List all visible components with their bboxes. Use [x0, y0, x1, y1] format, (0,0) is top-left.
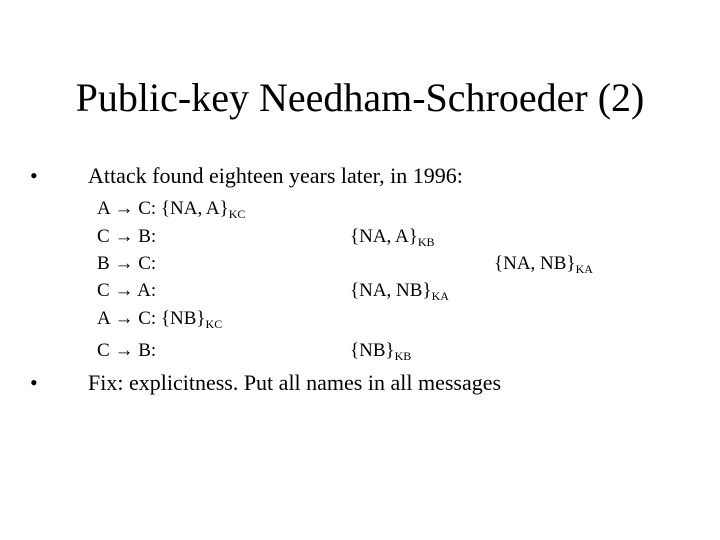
key: KC [228, 207, 246, 221]
key: KA [431, 289, 449, 303]
sender: A [97, 198, 110, 219]
arrow-icon: → [114, 340, 134, 361]
message: {NB} [160, 308, 206, 329]
message: {NB} [350, 340, 395, 361]
message-mid [350, 226, 435, 248]
message-mid [350, 280, 449, 302]
receiver: B [138, 340, 151, 361]
protocol-step: A → C: {NA, $A\}_{KC}$ [97, 198, 246, 221]
message: {NA, A} [160, 198, 229, 219]
protocol-step: B → C: [97, 253, 157, 274]
bullet-symbol: • [30, 370, 38, 395]
sender: B [97, 253, 110, 274]
key: KC [205, 317, 223, 331]
receiver: C [138, 198, 151, 219]
receiver: B [138, 226, 151, 247]
sender: C [97, 226, 110, 247]
sender: A [97, 308, 110, 329]
arrow-icon: → [114, 198, 134, 219]
receiver: C [138, 308, 151, 329]
message: {NA, NB} [494, 253, 576, 274]
arrow-icon: → [114, 253, 134, 274]
slide-title: Public-key Needham-Schroeder (2) [75, 75, 645, 120]
key: KB [417, 235, 435, 249]
arrow-icon: → [114, 226, 134, 247]
protocol-step: A → C: $\{NB\}_{KC}$ [97, 308, 223, 331]
key: KA [575, 262, 593, 276]
key: KB [394, 349, 412, 363]
message-mid [350, 340, 411, 362]
message: {NA, NB} [350, 280, 432, 301]
protocol-step: C → B: [97, 226, 157, 247]
bullet-fix: Fix: explicitness. Put all names in all messages [88, 370, 502, 395]
receiver: A [137, 280, 151, 301]
bullet-attack: Attack found eighteen years later, in 1996: [88, 163, 463, 188]
bullet-symbol: • [30, 163, 38, 188]
receiver: C [138, 253, 151, 274]
protocol-step: C → A: [97, 280, 157, 301]
protocol-step: C → B: [97, 340, 157, 361]
sender: C [97, 340, 110, 361]
arrow-icon: → [114, 280, 134, 301]
message: {NA, A} [350, 226, 418, 247]
message-right [494, 253, 593, 275]
arrow-icon: → [114, 308, 134, 329]
sender: C [97, 280, 110, 301]
